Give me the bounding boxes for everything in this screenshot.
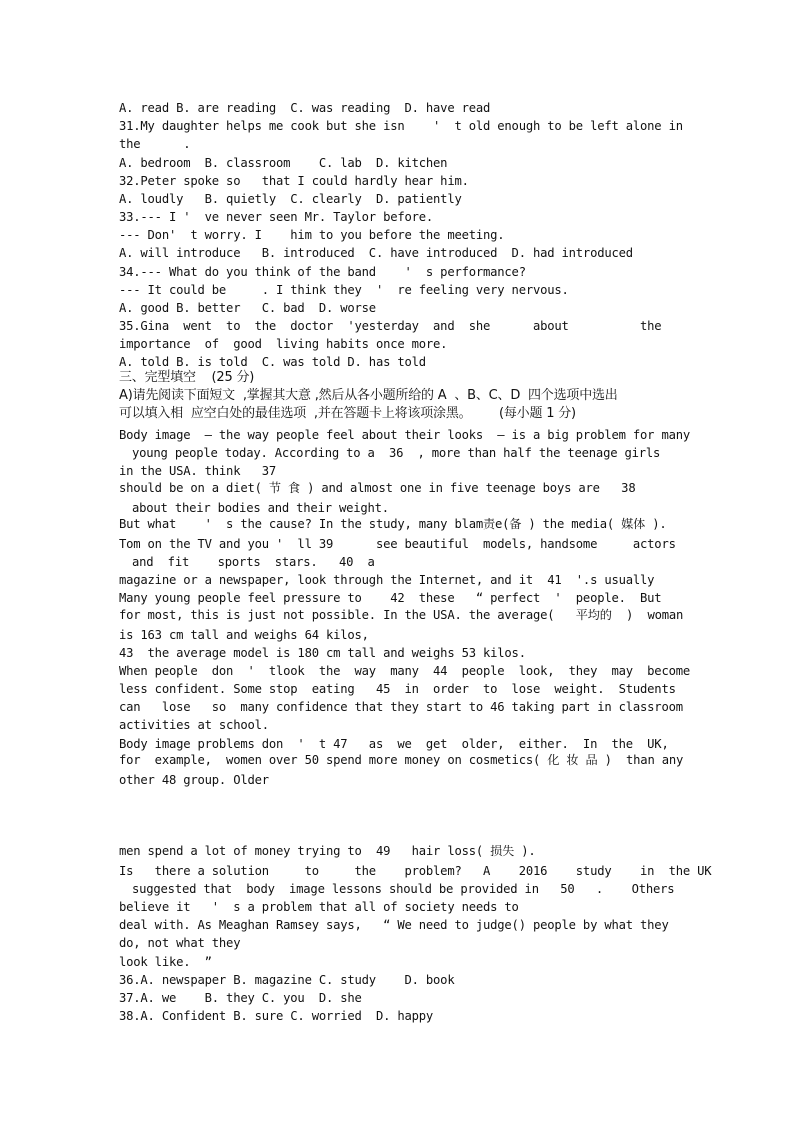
instruction-line-1: A)请先阅读下面短文 ,掌握其大意 ,然后从各小题所给的 A 、B、C、D 四个选项中选出 bbox=[119, 388, 618, 403]
passage-line: and fit sports stars. 40 a bbox=[132, 555, 375, 569]
passage-line: other 48 group. Older bbox=[119, 773, 269, 787]
passage-line: believe it ' s a problem that all of society needs to bbox=[119, 900, 519, 914]
passage-line: Tom on the TV and you ' ll 39 see beautiful models, handsome actors bbox=[119, 537, 676, 551]
passage-line: do, not what they bbox=[119, 936, 241, 950]
option-line-31: A. bedroom B. classroom C. lab D. kitchen bbox=[119, 156, 448, 170]
passage-line: Body image problems don ' t 47 as we get older, either. In the UK, bbox=[119, 737, 669, 751]
answer-option-37: 37.A. we B. they C. you D. she bbox=[119, 991, 362, 1005]
option-line-30: A. read B. are reading C. was reading D. have read bbox=[119, 101, 491, 115]
option-line-35: A. told B. is told C. was told D. has told bbox=[119, 355, 426, 369]
question-34-reply: --- It could be . I think they ' re feeling very nervous. bbox=[119, 283, 569, 297]
passage-line: But what ' s the cause? In the study, many blam责e(备 ) the media( 媒体 ). bbox=[119, 517, 667, 531]
passage-line: can lose so many confidence that they start to 46 taking part in classroom bbox=[119, 700, 683, 714]
passage-line: Body image — the way people feel about their looks — is a big problem for many bbox=[119, 428, 690, 442]
question-35-cont: importance of good living habits once more. bbox=[119, 337, 448, 351]
option-line-32: A. loudly B. quietly C. clearly D. patiently bbox=[119, 192, 462, 206]
instruction-line-2: 可以填入相 应空白处的最佳选项 ,并在答题卡上将该项涂黑。 (每小题 1 分) bbox=[119, 406, 576, 421]
question-34: 34.--- What do you think of the band ' s performance? bbox=[119, 265, 526, 279]
passage-line: Is there a solution to the problem? A 2016 study in the UK bbox=[119, 864, 712, 878]
section-heading: 三、完型填空 (25 分) bbox=[119, 370, 255, 385]
passage-line: activities at school. bbox=[119, 718, 269, 732]
option-line-34: A. good B. better C. bad D. worse bbox=[119, 301, 376, 315]
passage-line: for most, this is just not possible. In the USA. the average( 平均的 ) woman bbox=[119, 608, 684, 622]
question-33-reply: --- Don' t worry. I him to you before the meeting. bbox=[119, 228, 505, 242]
passage-line: Many young people feel pressure to 42 these “ perfect ' people. But bbox=[119, 591, 662, 605]
question-31-cont: the . bbox=[119, 137, 191, 151]
passage-line: magazine or a newspaper, look through the Internet, and it 41 '.s usually bbox=[119, 573, 655, 587]
passage-line: look like. ” bbox=[119, 955, 212, 969]
passage-line: men spend a lot of money trying to 49 hair loss( 损失 ). bbox=[119, 844, 536, 858]
passage-line: for example, women over 50 spend more money on cosmetics( 化 妆 品 ) than any bbox=[119, 753, 684, 767]
question-35: 35.Gina went to the doctor 'yesterday and she about the bbox=[119, 319, 662, 333]
option-line-33: A. will introduce B. introduced C. have introduced D. had introduced bbox=[119, 246, 633, 260]
passage-line: 43 the average model is 180 cm tall and weighs 53 kilos. bbox=[119, 646, 526, 660]
passage-line: about their bodies and their weight. bbox=[132, 501, 389, 515]
passage-line: suggested that body image lessons should be provided in 50 . Others bbox=[132, 882, 675, 896]
question-31: 31.My daughter helps me cook but she isn ' t old enough to be left alone in bbox=[119, 119, 683, 133]
question-33: 33.--- I ' ve never seen Mr. Taylor before. bbox=[119, 210, 434, 224]
passage-line: is 163 cm tall and weighs 64 kilos, bbox=[119, 628, 369, 642]
passage-line: young people today. According to a 36 , more than half the teenage girls bbox=[132, 446, 661, 460]
passage-line: should be on a diet( 节 食 ) and almost one in five teenage boys are 38 bbox=[119, 481, 657, 495]
passage-line: When people don ' tlook the way many 44 people look, they may become bbox=[119, 664, 690, 678]
question-32: 32.Peter spoke so that I could hardly hear him. bbox=[119, 174, 469, 188]
passage-line: deal with. As Meaghan Ramsey says, “ We need to judge() people by what they bbox=[119, 918, 669, 932]
passage-line: less confident. Some stop eating 45 in order to lose weight. Students bbox=[119, 682, 676, 696]
answer-option-36: 36.A. newspaper B. magazine C. study D. book bbox=[119, 973, 455, 987]
passage-line: in the USA. think 37 bbox=[119, 464, 291, 478]
answer-option-38: 38.A. Confident B. sure C. worried D. happy bbox=[119, 1009, 434, 1023]
